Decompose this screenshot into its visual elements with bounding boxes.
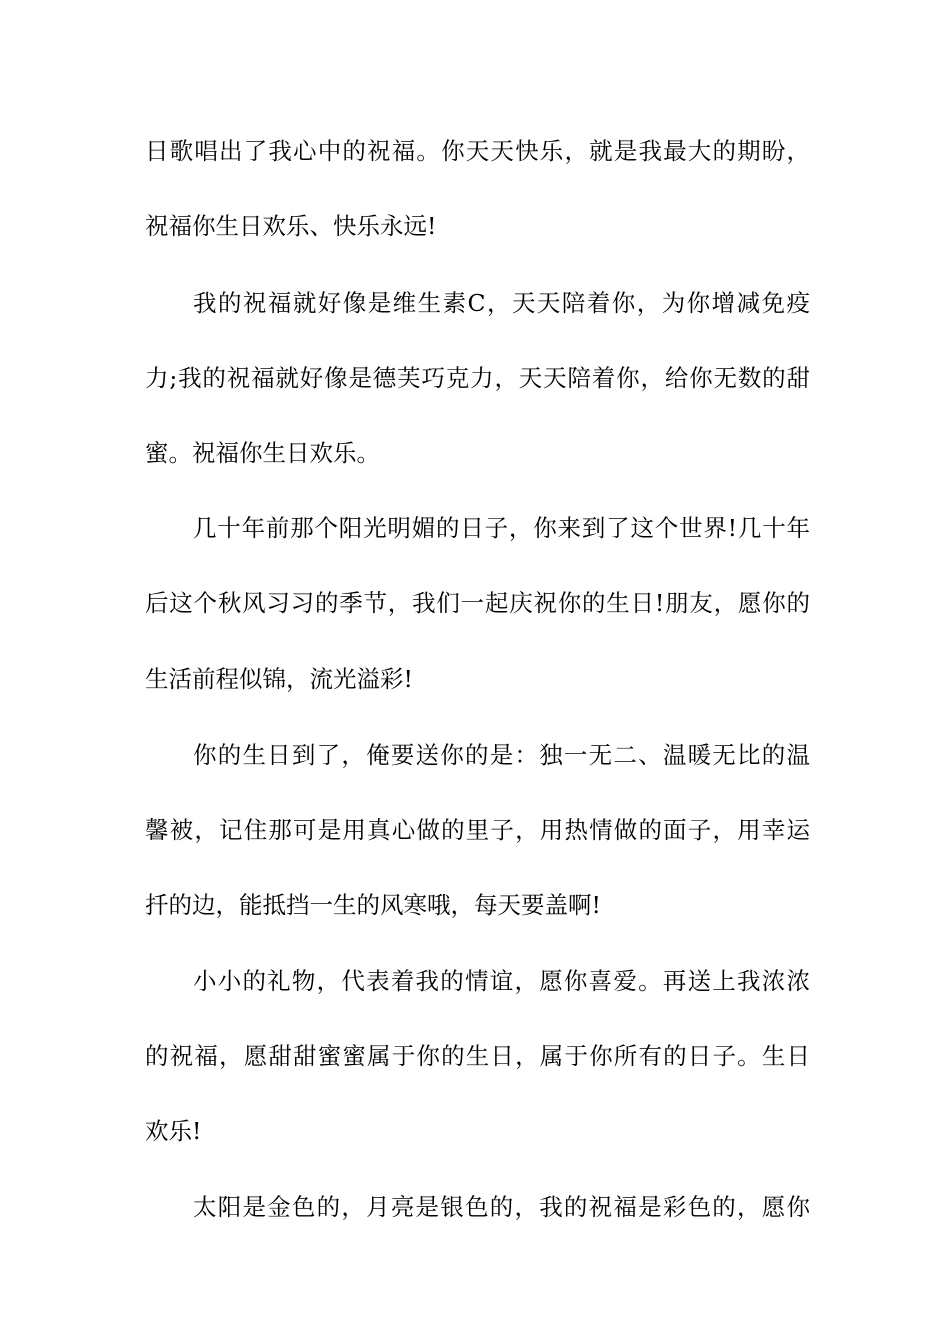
text-line: 力;我的祝福就好像是德芙巧克力，天天陪着你，给你无数的甜 bbox=[145, 364, 810, 392]
paragraph-start-line: 太阳是金色的，月亮是银色的，我的祝福是彩色的，愿你 bbox=[193, 1193, 810, 1221]
paragraph-start-line: 几十年前那个阳光明媚的日子，你来到了这个世界!几十年 bbox=[193, 514, 810, 542]
paragraph-start-line: 我的祝福就好像是维生素C，天天陪着你，为你增减免疫 bbox=[193, 289, 810, 317]
text-line: 蜜。祝福你生日欢乐。 bbox=[145, 439, 380, 467]
paragraph-start-line: 小小的礼物，代表着我的情谊，愿你喜爱。再送上我浓浓 bbox=[193, 967, 810, 995]
text-line: 生活前程似锦，流光溢彩! bbox=[145, 665, 413, 693]
text-line: 日歌唱出了我心中的祝福。你天天快乐，就是我最大的期盼， bbox=[145, 137, 810, 165]
text-line: 的祝福，愿甜甜蜜蜜属于你的生日，属于你所有的日子。生日 bbox=[145, 1042, 810, 1070]
text-line: 扦的边，能抵挡一生的风寒哦，每天要盖啊! bbox=[145, 891, 601, 919]
text-line: 馨被，记住那可是用真心做的里子，用热情做的面子，用幸运 bbox=[145, 816, 810, 844]
text-line: 祝福你生日欢乐、快乐永远! bbox=[145, 212, 437, 240]
paragraph-start-line: 你的生日到了，俺要送你的是：独一无二、温暖无比的温 bbox=[193, 741, 810, 769]
text-line: 欢乐! bbox=[145, 1117, 202, 1145]
text-line: 后这个秋风习习的季节，我们一起庆祝你的生日!朋友，愿你的 bbox=[145, 589, 810, 617]
